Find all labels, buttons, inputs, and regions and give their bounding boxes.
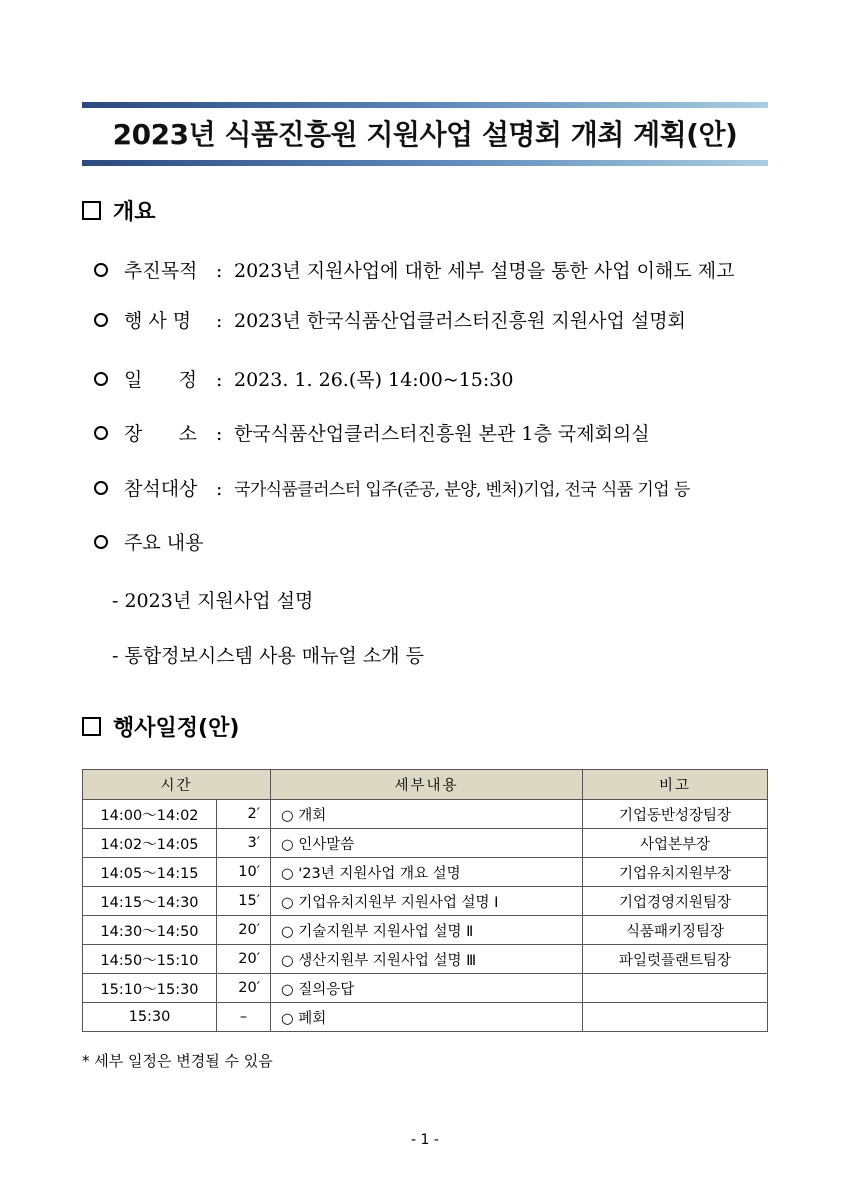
schedule-table [82,769,768,1032]
title-block [82,102,768,166]
cell-duration: 20′ [217,945,271,974]
overview-label: 추진목적 [124,260,198,282]
cell-note [583,1003,768,1032]
cell-content: ○ 폐회 [271,1003,583,1032]
cell-time: 14:00～14:02 [83,800,217,829]
cell-duration: 20′ [217,916,271,945]
overview-label: 일 정 [124,369,197,391]
checkbox-square-icon [82,717,101,736]
page-number: - 1 - [411,1132,439,1148]
overview-item-attendees: 참석대상 : 국가식품클러스터 입주(준공, 분양, 벤처)기업, 전국 식품 기업 등 [94,474,690,501]
cell-content: ○ 기업유치지원부 지원사업 설명 Ⅰ [271,887,583,916]
section-schedule-heading [82,711,239,742]
cell-content: ○ 생산지원부 지원사업 설명 Ⅲ [271,945,583,974]
overview-item-schedule: 일 정 : 2023. 1. 26.(목) 14:00~15:30 [94,365,513,392]
footnote: * 세부 일정은 변경될 수 있음 [82,1052,273,1070]
cell-content: ○ '23년 지원사업 개요 설명 [271,858,583,887]
cell-time: 14:15～14:30 [83,887,217,916]
table-row [83,945,768,974]
title-bottom-bar [82,160,768,166]
overview-item-main-content [94,528,203,555]
header-content: 세부내용 [271,770,583,800]
cell-content: ○ 기술지원부 지원사업 설명 Ⅱ [271,916,583,945]
cell-time: 15:30 [83,1003,217,1032]
circle-bullet-icon [94,535,108,549]
table-row [83,829,768,858]
cell-time: 14:02～14:05 [83,829,217,858]
table-header-row [83,770,768,800]
overview-value: 2023년 지원사업에 대한 세부 설명을 통한 사업 이해도 제고 [234,260,735,282]
cell-note: 기업유치지원부장 [583,858,768,887]
cell-time: 14:30～14:50 [83,916,217,945]
cell-content: ○ 개회 [271,800,583,829]
cell-content: ○ 인사말씀 [271,829,583,858]
overview-label: 주요 내용 [124,532,204,554]
cell-duration: 15′ [217,887,271,916]
overview-label: 행 사 명 [124,310,192,332]
section-overview-label: 개요 [113,200,156,225]
cell-content: ○ 질의응답 [271,974,583,1003]
cell-duration: 2′ [217,800,271,829]
overview-item-purpose: 추진목적 : 2023년 지원사업에 대한 세부 설명을 통한 사업 이해도 제고 [94,256,734,283]
cell-note: 식품패키징팀장 [583,916,768,945]
cell-note: 파일럿플랜트팀장 [583,945,768,974]
section-overview-heading [82,195,156,226]
cell-time: 15:10～15:30 [83,974,217,1003]
overview-item-venue: 장 소 : 한국식품산업클러스터진흥원 본관 1층 국제회의실 [94,419,650,446]
overview-label: 참석대상 [124,478,198,500]
cell-time: 14:50～15:10 [83,945,217,974]
overview-value: 2023년 한국식품산업클러스터진흥원 지원사업 설명회 [234,310,686,332]
table-row [83,858,768,887]
cell-note: 사업본부장 [583,829,768,858]
main-content-item-2: - 통합정보시스템 사용 매뉴얼 소개 등 [112,645,424,667]
overview-value: 2023. 1. 26.(목) 14:00~15:30 [234,369,514,391]
cell-duration: 3′ [217,829,271,858]
table-row [83,974,768,1003]
overview-value: 국가식품클러스터 입주(준공, 분양, 벤처)기업, 전국 식품 기업 등 [234,480,690,500]
circle-bullet-icon [94,426,108,440]
cell-duration: – [217,1003,271,1032]
cell-time: 14:05～14:15 [83,858,217,887]
page-title: 2023년 식품진흥원 지원사업 설명회 개최 계획(안) [112,118,738,151]
table-row [83,887,768,916]
cell-note: 기업동반성장팀장 [583,800,768,829]
cell-duration: 10′ [217,858,271,887]
circle-bullet-icon [94,263,108,277]
overview-value: 한국식품산업클러스터진흥원 본관 1층 국제회의실 [234,423,650,445]
header-time: 시간 [83,770,271,800]
overview-label: 장 소 [124,423,197,445]
circle-bullet-icon [94,481,108,495]
table-row [83,800,768,829]
circle-bullet-icon [94,372,108,386]
checkbox-square-icon [82,201,101,220]
table-row [83,1003,768,1032]
circle-bullet-icon [94,313,108,327]
main-content-item-1: - 2023년 지원사업 설명 [112,590,314,612]
section-schedule-label: 행사일정(안) [113,716,240,741]
cell-note [583,974,768,1003]
cell-duration: 20′ [217,974,271,1003]
overview-item-event-name: 행 사 명 : 2023년 한국식품산업클러스터진흥원 지원사업 설명회 [94,306,686,333]
table-row [83,916,768,945]
cell-note: 기업경영지원팀장 [583,887,768,916]
header-note: 비고 [583,770,768,800]
